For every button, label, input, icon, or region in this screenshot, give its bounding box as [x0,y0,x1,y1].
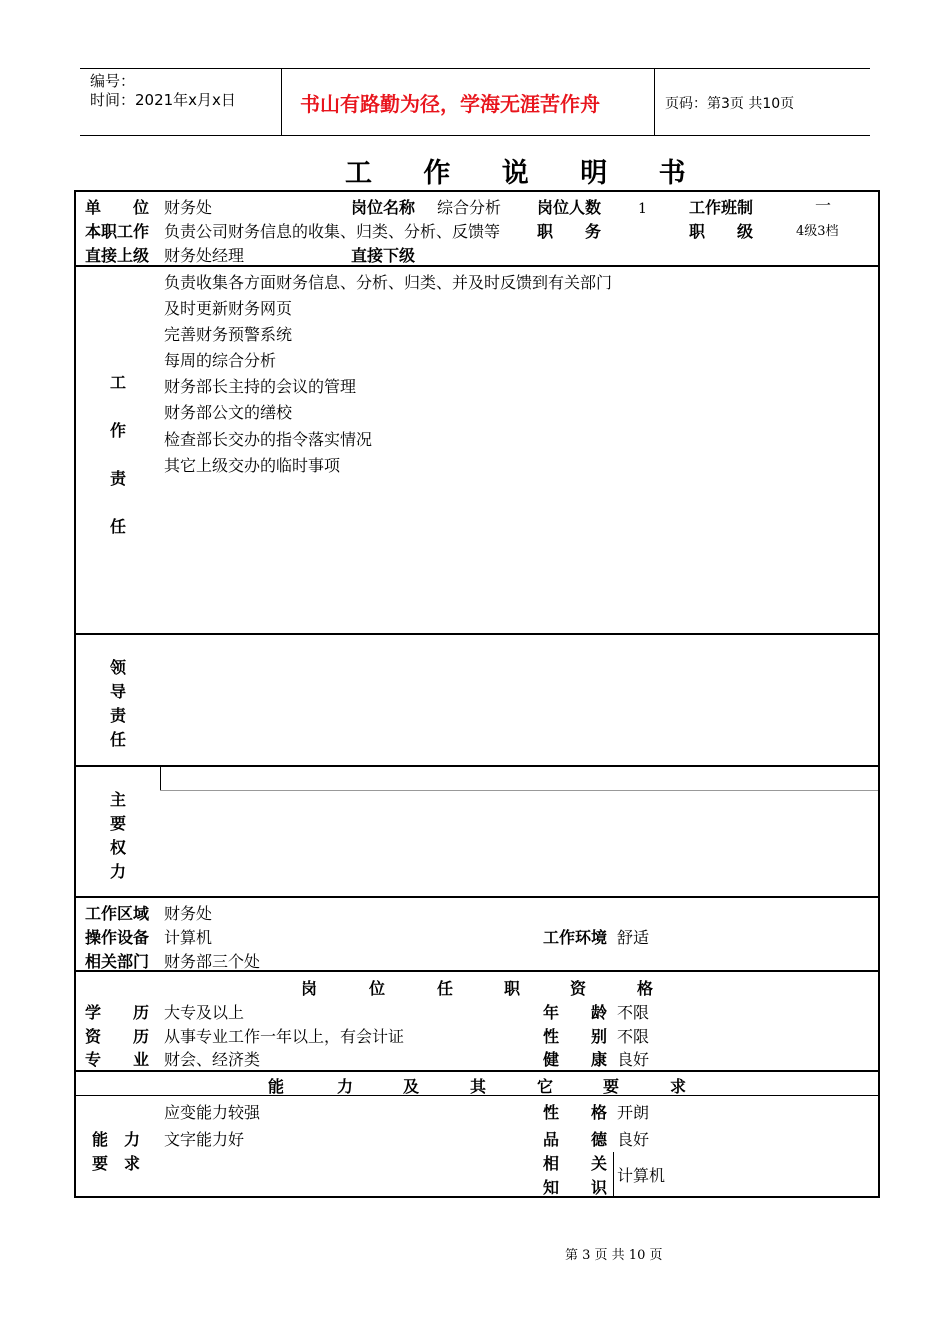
header-divider-left [281,68,282,136]
major-label: 专 业 [85,1050,150,1069]
headcount-value: 1 [638,201,647,217]
responsibilities-label-char: 工 [110,373,127,392]
rule-after-qualification [74,1070,880,1072]
responsibility-item: 负责收集各方面财务信息、分析、归类、并及时反馈到有关部门 [164,273,613,292]
authority-label-char: 权 [110,838,127,857]
rule-after-leadership [74,765,880,767]
morality-label: 品 德 [543,1130,608,1149]
health-value: 良好 [617,1050,650,1069]
number-label: 编号： [90,72,136,90]
authority-inner-vertical [160,766,161,791]
superior-label: 直接上级 [85,246,150,265]
ability-title-char: 及 [403,1077,420,1096]
level-value: 4级3档 [796,224,839,239]
leadership-label-char: 导 [110,682,127,701]
area-label: 工作区域 [85,904,150,923]
morality-value: 良好 [617,1130,650,1149]
rule-after-responsibilities [74,633,880,635]
env-label: 工作环境 [543,928,608,947]
env-value: 舒适 [617,928,650,947]
authority-label-char: 力 [110,862,127,881]
ability-title-char: 求 [670,1077,687,1096]
education-label: 学 历 [85,1003,150,1022]
leadership-label-char: 任 [110,730,127,749]
responsibility-item: 财务部公文的缮校 [164,403,293,422]
duty-label: 本职工作 [85,222,150,241]
document-title: 工 作 说 明 书 [345,158,707,189]
position-label: 职 务 [537,222,602,241]
ability-title-char: 其 [470,1077,487,1096]
qualification-title-char: 岗 [301,979,318,998]
qualification-title-char: 位 [369,979,386,998]
leadership-label-char: 领 [110,658,127,677]
header-bottom-rule [80,135,870,136]
footer-page-number: 第 3 页 共 10 页 [565,1248,663,1263]
header-top-rule [80,68,870,69]
qualification-title-char: 格 [637,979,654,998]
ability-title-char: 能 [268,1077,285,1096]
responsibility-item: 检查部长交办的指令落实情况 [164,430,373,449]
ability-label-line1: 能 力 [92,1130,141,1149]
responsibilities-label-char: 作 [110,421,127,440]
responsibility-item: 财务部长主持的会议的管理 [164,377,357,396]
ability-title-char: 要 [603,1077,620,1096]
responsibility-item: 及时更新财务网页 [164,299,293,318]
equipment-label: 操作设备 [85,928,150,947]
equipment-value: 计算机 [164,928,213,947]
qualification-title-char: 职 [504,979,521,998]
responsibilities-label-char: 任 [110,517,127,536]
knowledge-divider [613,1152,614,1196]
headcount-label: 岗位人数 [537,198,602,217]
subordinate-label: 直接下级 [351,246,416,265]
unit-label: 单 位 [85,198,150,217]
level-label: 职 级 [689,222,754,241]
duty-value: 负责公司财务信息的收集、归类、分析、反馈等 [164,222,501,241]
post-name-value: 综合分析 [437,198,502,217]
shift-value: 一 [815,196,832,215]
ability-title-char: 力 [337,1077,354,1096]
qualification-title-char: 资 [570,979,587,998]
area-value: 财务处 [164,904,213,923]
ability-item: 应变能力较强 [164,1103,261,1122]
responsibilities-label-char: 责 [110,469,127,488]
authority-label-char: 主 [110,790,127,809]
dept-value: 财务部三个处 [164,952,261,971]
qualification-title-char: 任 [437,979,454,998]
table-top-border [74,190,880,192]
experience-label: 资 历 [85,1027,150,1046]
page-info: 页码：第3页 共10页 [665,96,795,112]
responsibility-item: 其它上级交办的临时事项 [164,456,341,475]
gender-value: 不限 [617,1027,650,1046]
knowledge-label-1: 相 关 [543,1154,608,1173]
character-value: 开朗 [617,1103,650,1122]
motto-text: 书山有路勤为径，学海无涯苦作舟 [300,92,600,116]
health-label: 健 康 [543,1050,608,1069]
major-value: 财会、经济类 [164,1050,261,1069]
ability-label-line2: 要 求 [92,1154,141,1173]
responsibility-item: 每周的综合分析 [164,351,277,370]
table-left-border [74,190,76,1198]
superior-value: 财务处经理 [164,246,245,265]
table-bottom-border [74,1196,880,1198]
post-name-label: 岗位名称 [351,198,416,217]
shift-label: 工作班制 [689,198,754,217]
time-label: 时间：2021年x月x日 [90,91,236,109]
experience-value: 从事专业工作一年以上，有会计证 [164,1027,405,1046]
header-divider-right [654,68,655,136]
character-label: 性 格 [543,1103,608,1122]
responsibility-item: 完善财务预警系统 [164,325,293,344]
age-value: 不限 [617,1003,650,1022]
age-label: 年 龄 [543,1003,608,1022]
table-right-border [878,190,880,1198]
knowledge-value: 计算机 [617,1166,666,1185]
rule-after-authority [74,896,880,898]
leadership-label-char: 责 [110,706,127,725]
knowledge-label-2: 知 识 [543,1178,608,1197]
gender-label: 性 别 [543,1027,608,1046]
education-value: 大专及以上 [164,1003,245,1022]
ability-title-char: 它 [537,1077,554,1096]
dept-label: 相关部门 [85,952,150,971]
authority-inner-rule [160,790,878,791]
unit-value: 财务处 [164,198,213,217]
authority-label-char: 要 [110,814,127,833]
ability-item: 文字能力好 [164,1130,245,1149]
